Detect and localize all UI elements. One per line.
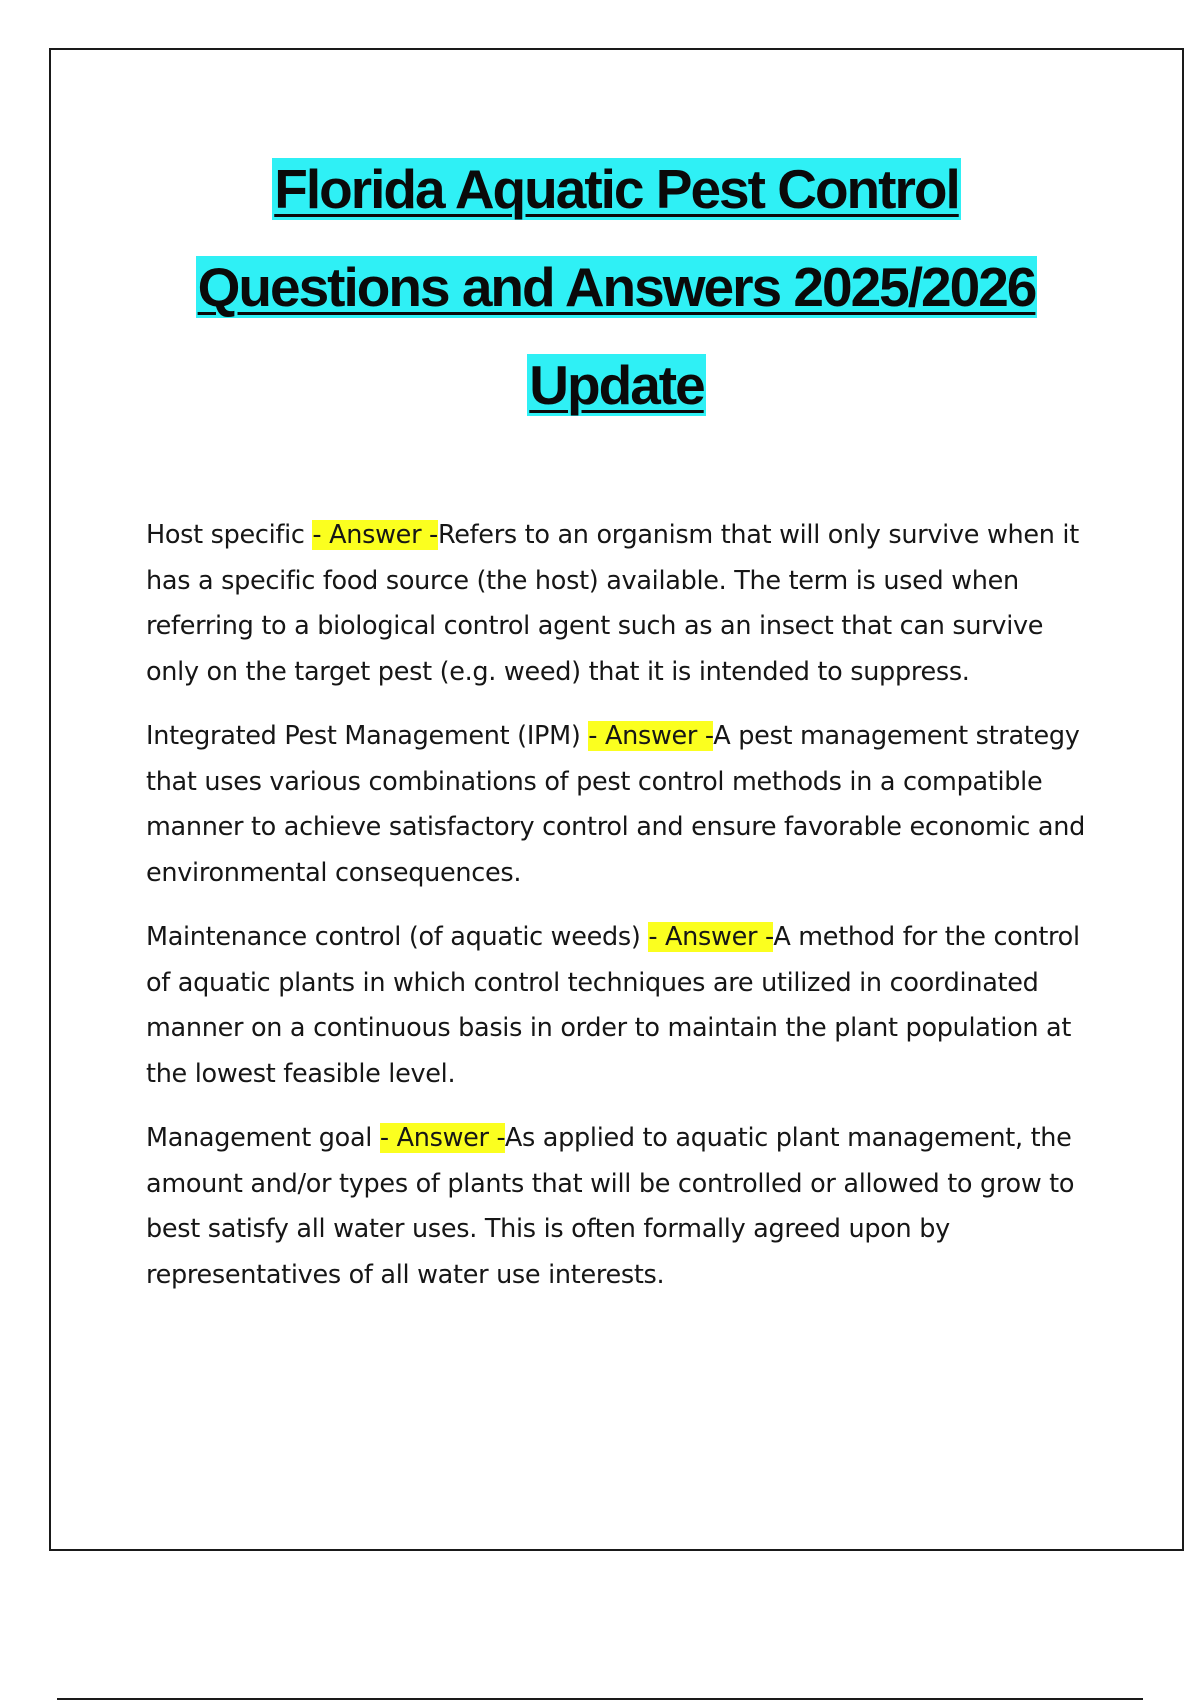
entry-definition: Refers to an organism that will only survive when it has a specific food source (the host) available. The term is used when referring to a biological control agent such as an insect that can survive only on the target pest (e.g. weed) that it is intended to suppress. bbox=[146, 520, 1079, 687]
title-line bbox=[0, 336, 1200, 434]
qa-entries bbox=[146, 513, 1096, 1317]
answer-marker: - Answer - bbox=[312, 520, 438, 550]
qa-entry bbox=[146, 915, 1096, 1097]
title-line bbox=[0, 238, 1200, 336]
title-line-text: Update bbox=[529, 354, 704, 416]
entry-definition: As applied to aquatic plant management, the amount and/or types of plants that will be controlled or allowed to grow to best satisfy all water uses. This is often formally agreed upon by representatives of all water use interests. bbox=[146, 1123, 1075, 1290]
qa-entry bbox=[146, 1116, 1096, 1298]
entry-definition: A method for the control of aquatic plants in which control techniques are utilized in coordinated manner on a continuous basis in order to maintain the plant population at the lowest feasible level. bbox=[146, 922, 1080, 1089]
qa-entry bbox=[146, 513, 1096, 695]
entry-term: Maintenance control (of aquatic weeds) bbox=[146, 922, 649, 952]
entry-term: Host specific bbox=[146, 520, 313, 550]
title-line-text: Florida Aquatic Pest Control bbox=[274, 158, 959, 220]
entry-term: Integrated Pest Management (IPM) bbox=[146, 721, 589, 751]
entry-definition: A pest management strategy that uses various combinations of pest control methods in a compatible manner to achieve satisfactory control and ensure favorable economic and environmental consequences. bbox=[146, 721, 1085, 888]
entry-term: Management goal bbox=[146, 1123, 380, 1153]
title-line-text: Questions and Answers 2025/2026 bbox=[197, 256, 1036, 318]
answer-marker: - Answer - bbox=[588, 721, 714, 751]
qa-entry bbox=[146, 714, 1096, 896]
answer-marker: - Answer - bbox=[648, 922, 774, 952]
document-title bbox=[0, 140, 1200, 434]
title-line bbox=[0, 140, 1200, 238]
answer-marker: - Answer - bbox=[379, 1123, 505, 1153]
